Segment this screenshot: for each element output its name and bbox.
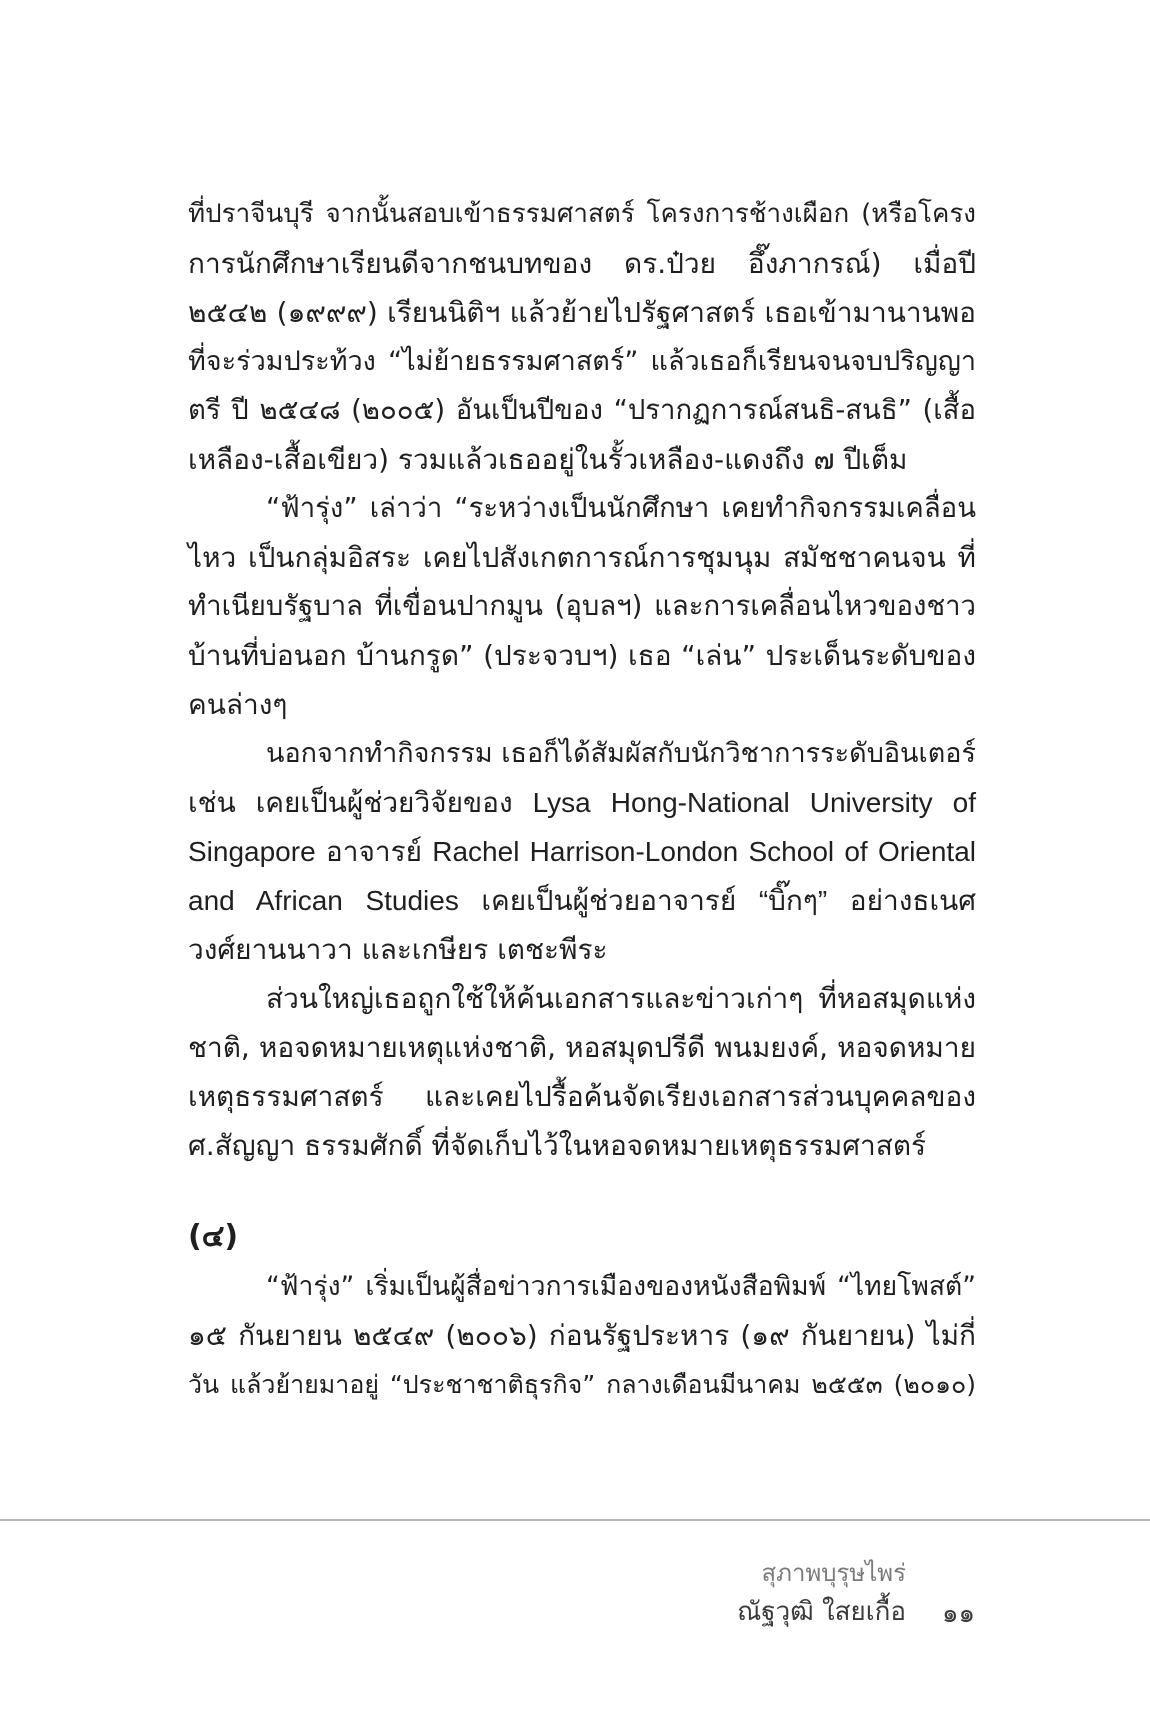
- text-line: ที่ปราจีนบุรี จากนั้นสอบเข้าธรรมศาสตร์ โครงการช้างเผือก (หรือโครง: [188, 199, 976, 229]
- text-line: ไหว เป็นกลุ่มอิสระ เคยไปสังเกตการณ์การชุมนุม สมัชชาคนจน ที่: [188, 541, 976, 574]
- text-line: “ฟ้ารุ่ง” เริ่มเป็นผู้สื่อข่าวการเมืองของหนังสือพิมพ์ “ไทยโพสต์”: [266, 1271, 976, 1302]
- footer-author: ณัฐวุฒิ ใสยเกื้อ: [737, 1597, 906, 1627]
- text-line: ส่วนใหญ่เธอถูกใช้ให้ค้นเอกสารและข่าวเก่าๆ ที่หอสมุดแห่ง: [266, 982, 976, 1015]
- text-line: Singapore อาจารย์ Rachel Harrison-London School of Oriental: [188, 836, 976, 867]
- text-line: คนล่างๆ: [188, 688, 288, 721]
- text-line: บ้านที่บ่อนอก บ้านกรูด” (ประจวบฯ) เธอ “เล่น” ประเด็นระดับของ: [188, 639, 976, 672]
- text-line: นอกจากทำกิจกรรม เธอก็ได้สัมผัสกับนักวิชาการระดับอินเตอร์: [266, 738, 976, 769]
- body-text: [188, 190, 976, 1409]
- section-gap: [188, 1170, 976, 1212]
- text-line: and African Studies เคยเป็นผู้ช่วยอาจารย์ “บิ๊กๆ” อย่างธเนศ: [188, 885, 976, 916]
- text-line: วงศ์ยานนาวา และเกษียร เตชะพีระ: [188, 933, 608, 966]
- text-line: เช่น เคยเป็นผู้ช่วยวิจัยของ Lysa Hong-National University of: [188, 787, 976, 818]
- page-number: ๑๑: [942, 1599, 976, 1629]
- text-line: ชาติ, หอจดหมายเหตุแห่งชาติ, หอสมุดปรีดี พนมยงค์, หอจดหมาย: [188, 1031, 976, 1064]
- footer-divider: [0, 1519, 1150, 1521]
- section-number: (๔): [188, 1219, 239, 1254]
- text-line: ศ.สัญญา ธรรมศักดิ์ ที่จัดเก็บไว้ในหอจดหมายเหตุธรรมศาสตร์: [188, 1129, 927, 1162]
- text-line: ๒๕๔๒ (๑๙๙๙) เรียนนิติฯ แล้วย้ายไปรัฐศาสตร์ เธอเข้ามานานพอ: [188, 296, 976, 329]
- text-line: ที่จะร่วมประท้วง “ไม่ย้ายธรรมศาสตร์” แล้วเธอก็เรียนจนจบปริญญา: [188, 346, 976, 377]
- text-line: ทำเนียบรัฐบาล ที่เขื่อนปากมูน (อุบลฯ) และการเคลื่อนไหวของชาว: [188, 590, 976, 622]
- text-line: การนักศึกษาเรียนดีจากชนบทของ ดร.ป๋วย อึ๊งภากรณ์) เมื่อปี: [188, 247, 976, 280]
- footer-book-title: สุภาพบุรุษไพร่: [761, 1559, 906, 1587]
- text-line: วัน แล้วย้ายมาอยู่ “ประชาชาติธุรกิจ” กลางเดือนมีนาคม ๒๕๕๓ (๒๐๑๐): [188, 1370, 976, 1399]
- text-line: ๑๕ กันยายน ๒๕๔๙ (๒๐๐๖) ก่อนรัฐประหาร (๑๙ กันยายน) ไม่กี่: [188, 1319, 976, 1352]
- text-line: ตรี ปี ๒๕๔๘ (๒๐๐๕) อันเป็นปีของ “ปรากฏการณ์สนธิ-สนธิ” (เสื้อ: [188, 394, 976, 426]
- text-line: เหตุธรรมศาสตร์ และเคยไปรื้อค้นจัดเรียงเอกสารส่วนบุคคลของ: [188, 1080, 976, 1113]
- text-line: “ฟ้ารุ่ง” เล่าว่า “ระหว่างเป็นนักศึกษา เคยทำกิจกรรมเคลื่อน: [266, 492, 976, 524]
- text-line: เหลือง-เสื้อเขียว) รวมแล้วเธออยู่ในรั้วเหลือง-แดงถึง ๗ ปีเต็ม: [188, 443, 908, 476]
